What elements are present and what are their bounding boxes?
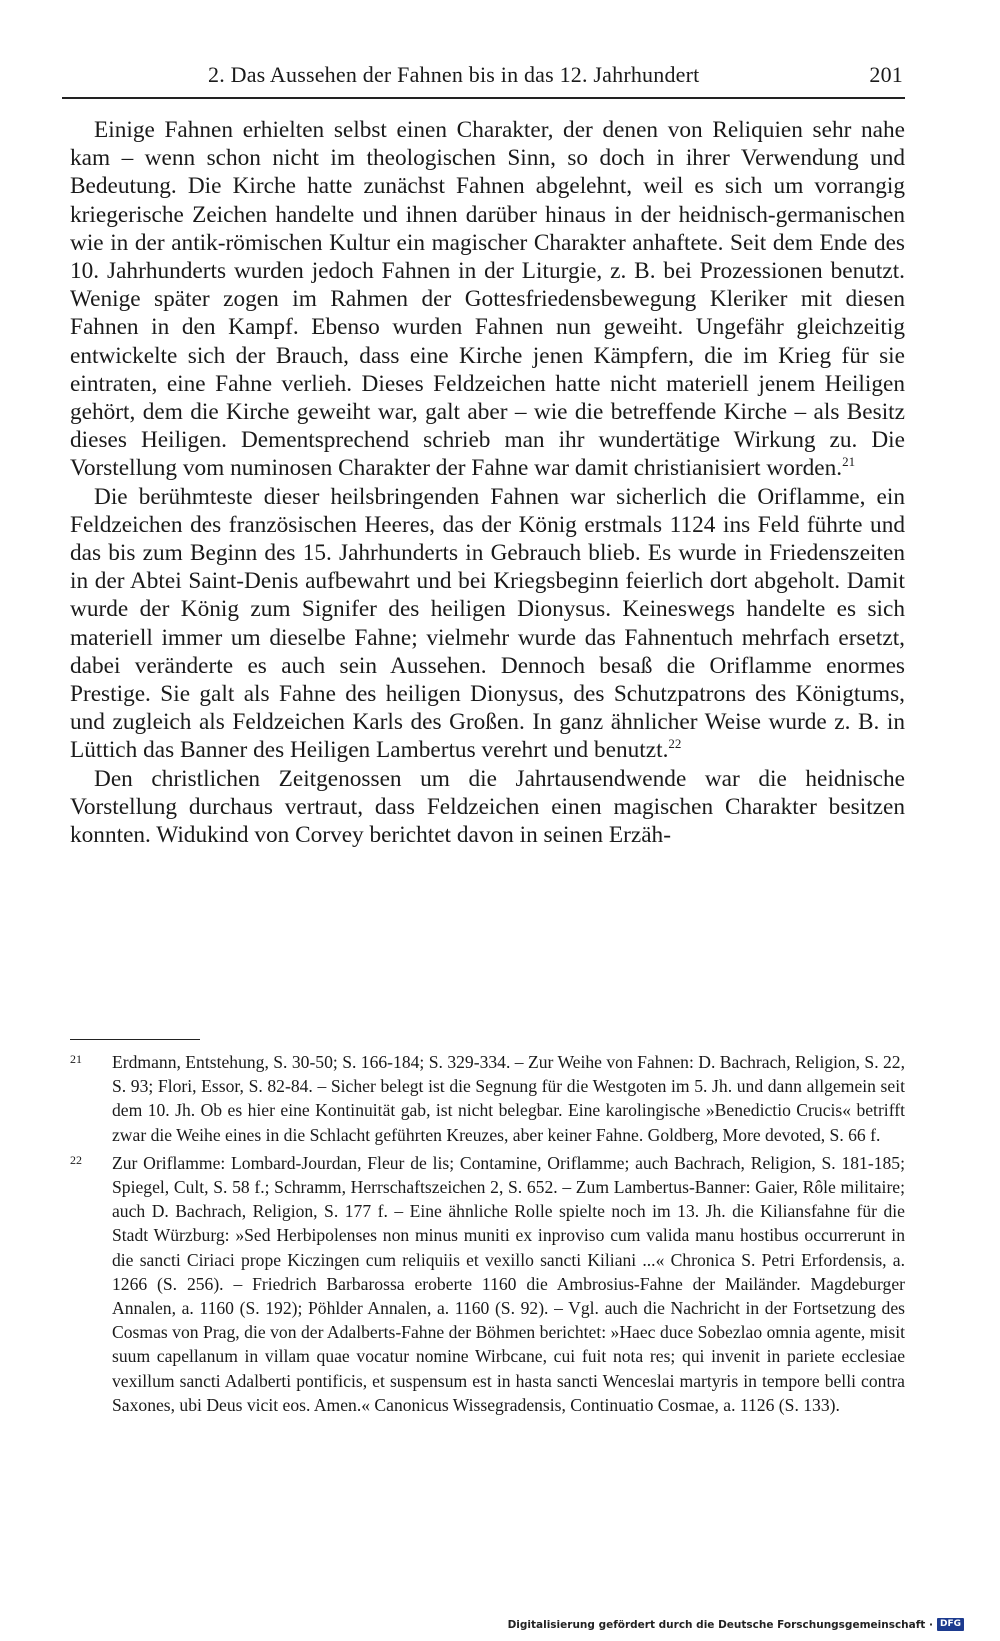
- main-text: [70, 116, 905, 849]
- footnote-ref[interactable]: 21: [842, 454, 856, 470]
- running-title: 2. Das Aussehen der Fahnen bis in das 12. Jahrhundert: [208, 62, 700, 87]
- credit-text: Digitalisierung gefördert durch die Deutsche Forschungsgemeinschaft ·: [507, 1618, 933, 1631]
- footnote-21: [70, 1050, 905, 1147]
- paragraph: Den christlichen Zeitgenossen um die Jahrtausendwende war die heidnische Vorstellung durchaus vertraut, dass Feldzeichen einen magischen Charakter besitzen konnten. Widukind von Corvey berichtet davon in seinen Erzäh-: [70, 765, 905, 849]
- footnote-22: [70, 1151, 905, 1417]
- header-rule: [62, 97, 905, 99]
- footnote-number: 21: [70, 1052, 82, 1066]
- paragraph: Die berühmteste dieser heilsbringenden Fahnen war sicherlich die Oriflamme, ein Feldzeichen des französischen Heeres, das der König erstmals 1124 ins Feld führte und das bis zum Beginn des 15. Jahrhunderts in Gebrauch blieb. Es wurde in Friedenszeiten in der Abtei Saint-Denis aufbewahrt und bei Kriegsbeginn feierlich dort abgeholt. Damit wurde der König zum Signifer des heiligen Dionysus. Keineswegs handelte es sich materiell immer um dieselbe Fahne; vielmehr wurde das Fahnentuch mehrfach ersetzt, dabei veränderte es auch sein Aussehen. Dennoch besaß die Oriflamme enormes Prestige. Sie galt als Fahne des heiligen Dionysus, des Schutzpatrons des Königtums, und zugleich als Feldzeichen Karls des Großen. In ganz ähnlicher Weise wurde z. B. in Lüttich das Banner des Heiligen Lambertus verehrt und benutzt.$^{22}$: [70, 483, 905, 764]
- footnote-number: 22: [70, 1152, 82, 1167]
- footnote-text: Erdmann, Entstehung, S. 30-50; S. 166-184; S. 329-334. – Zur Weihe von Fahnen: D. Bachrach, Religion, S. 22, S. 93; Flori, Essor, S. 82-84. – Sicher belegt ist die Segnung für die Westgoten im 5. Jh. und dann allgemein seit dem 10. Jh. Ob es hier eine Kontinuität gab, ist nicht belegbar. Eine karolingische »Benedictio Crucis« betrifft zwar die Weihe eines in die Schlacht geführten Kreuzes, aber keiner Fahne. Goldberg, More devoted, S. 66 f.: [112, 1052, 905, 1145]
- dfg-logo: DFG: [937, 1618, 964, 1631]
- paragraph: Einige Fahnen erhielten selbst einen Charakter, der denen von Reliquien sehr nahe kam – wenn schon nicht im theologischen Sinn, so doch in ihrer Verwendung und Bedeutung. Die Kirche hatte zunächst Fahnen abgelehnt, weil es sich um vorrangig kriegerische Zeichen handelte und ihnen darüber hinaus in der heidnisch-germanischen wie in der antik-römischen Kultur ein magischer Charakter anhaftete. Seit dem Ende des 10. Jahrhunderts wurden jedoch Fahnen in der Liturgie, z. B. bei Prozessionen benutzt. Wenige später zogen im Rahmen der Gottesfriedensbewegung Kleriker mit diesen Fahnen in den Kampf. Ebenso wurden Fahnen nun geweiht. Ungefähr gleichzeitig entwickelte sich der Brauch, dass eine Kirche jenen Kämpfern, die im Krieg für sie eintraten, eine Fahne verlieh. Dieses Feldzeichen hatte nicht materiell jenem Heiligen gehört, dem die Kirche geweiht war, galt aber – wie die betreffende Kirche – als Besitz dieses Heiligen. Dementsprechend schrieb man ihr wundertätige Wirkung zu. Die Vorstellung vom numinosen Charakter der Fahne war damit christianisiert worden.$^{21}$: [70, 117, 905, 482]
- page-number: 201: [869, 62, 903, 87]
- footnote-ref[interactable]: 22: [668, 736, 682, 752]
- footnote-separator: [70, 1039, 200, 1040]
- digitization-credit: [508, 1618, 964, 1631]
- footnote-text: Zur Oriflamme: Lombard-Jourdan, Fleur de lis; Contamine, Oriflamme; auch Bachrach, Religion, S. 181-185; Spiegel, Cult, S. 58 f.; Schramm, Herrschaftszeichen 2, S. 652. – Zum Lambertus-Banner: Gaier, Rôle militaire; auch D. Bachrach, Religion, S. 177 f. – Eine ähnliche Rolle spielte noch im 13. Jh. die Kiliansfahne für die Stadt Würzburg: »Sed Herbipolenses non minus muniti ex inproviso cum valida manu hostibus occurrerunt in die sancti Ciriaci prope Kiczingen cum reliquiis et vexillo sancti Kiliani ...« Chronica S. Petri Erfordensis, a. 1266 (S. 256). – Friedrich Barbarossa eroberte 1160 die Ambrosius-Fahne der Mailänder. Magdeburger Annalen, a. 1160 (S. 192); Pöhlder Annalen, a. 1160 (S. 92). – Vgl. auch die Nachricht in der Fortsetzung des Cosmas von Prag, die von der Adalberts-Fahne der Böhmen berichtet: »Haec duce Sobezlao omnia agente, misit suum capellanum in villam quae vocatur nomine Wirbcane, cui fuit nota res; qui invenit in pariete ecclesiae vexillum sancti Adalberti pontificis, et suspensum est in hasta sancti Wenceslai martyris in tempore belli contra Saxones, ubi Deus vicit eos. Amen.« Canonicus Wissegradensis, Continuatio Cosmae, a. 1126 (S. 133).: [112, 1152, 905, 1415]
- footnotes: [70, 1050, 905, 1421]
